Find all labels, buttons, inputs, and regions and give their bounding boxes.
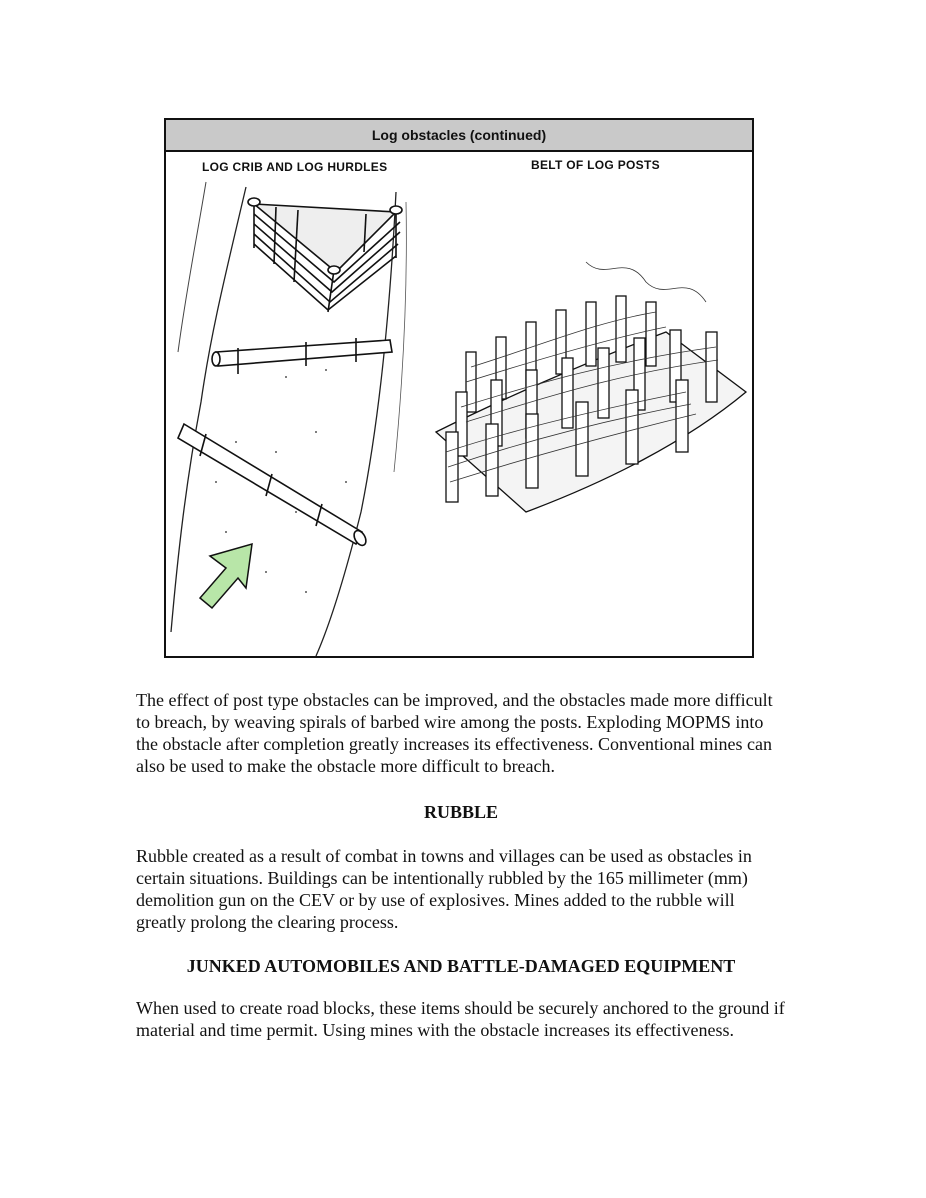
log-obstacles-illustration [166,152,752,656]
up-right-arrow-icon [200,544,252,608]
log-posts-label: BELT OF LOG POSTS [531,158,660,172]
log-post-belt [436,262,746,512]
log-hurdle [212,338,392,374]
figure-title: Log obstacles (continued) [166,120,752,152]
rubble-paragraph: Rubble created as a result of combat in towns and villages can be used as obstacles in certain situations. Buildings can be intentionally rubbled by the 165 millimeter (mm) demolition gun on the CEV or by use of explosives. Mines added to the rubble will greatly prolong the clearing process. [136,846,752,932]
road-left-bank [178,182,206,352]
log-obstacles-figure [164,118,754,658]
junked-heading: JUNKED AUTOMOBILES AND BATTLE-DAMAGED EQUIPMENT [186,956,736,976]
rubble-heading: RUBBLE [423,802,499,822]
diagonal-log [178,424,368,547]
log-crib-label: LOG CRIB AND LOG HURDLES [202,160,388,174]
post-obstacles-paragraph: The effect of post type obstacles can be improved, and the obstacles made more difficult to breach, by weaving spirals of barbed wire among the posts. Exploding MOPMS into the obstacle after completion greatly increases its effectiveness. Conventional mines can also be used to make the obstacle more difficult to breach. [136,690,773,776]
log-crib [248,198,402,312]
junked-paragraph: When used to create road blocks, these items should be securely anchored to the ground if material and time permit. Using mines with the obstacle increases its effectiveness. [136,998,785,1040]
